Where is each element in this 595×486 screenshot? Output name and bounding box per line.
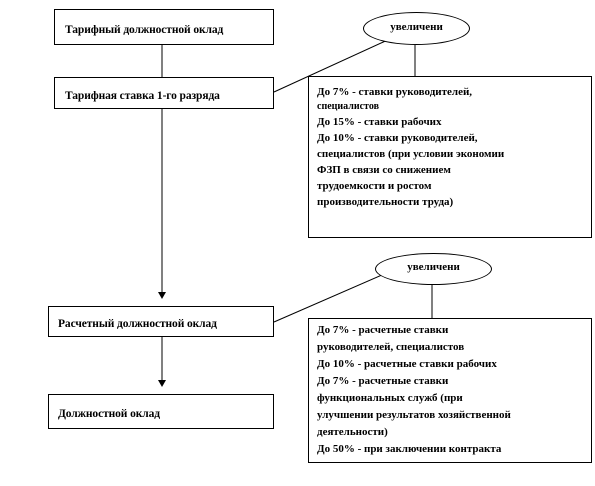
bottom-note-line: улучшении результатов хозяйственной (317, 409, 511, 421)
top-note-line: До 7% - ставки руководителей, (317, 86, 473, 98)
top-increase-label: увеличени (390, 21, 443, 33)
calc-salary-box (48, 306, 274, 337)
bottom-note-line: До 7% - расчетные ставки (317, 375, 449, 387)
top-note-line: ФЗП в связи со снижением (317, 164, 451, 176)
final-salary-box (48, 394, 274, 429)
bottom-note-line: До 50% - при заключении контракта (317, 443, 502, 455)
bottom-note-line: руководителей, специалистов (317, 341, 465, 353)
tariff-rate-label: Тарифная ставка 1-го разряда (65, 90, 220, 102)
top-conditions-note (308, 76, 592, 238)
bottom-increase-label: увеличени (407, 261, 460, 273)
bottom-note-line: До 10% - расчетные ставки рабочих (317, 358, 497, 370)
final-salary-label: Должностной оклад (58, 408, 161, 420)
top-increase-ellipse (363, 12, 470, 45)
connector-bottom-ellipse-to-calc (274, 275, 382, 322)
top-note-line: До 10% - ставки руководителей, (317, 132, 478, 144)
bottom-note-line: До 7% - расчетные ставки (317, 324, 449, 336)
top-note-line: специалистов (317, 101, 379, 112)
top-note-line: трудоемкости и ростом (317, 180, 432, 192)
bottom-conditions-note (308, 318, 592, 463)
calc-salary-label: Расчетный должностной оклад (58, 318, 217, 330)
bottom-note-line: функциональных служб (при (317, 392, 463, 404)
top-note-line: специалистов (при условии экономии (317, 148, 505, 160)
top-note-line: производительности труда) (317, 196, 454, 208)
bottom-note-line: деятельности) (317, 426, 388, 438)
tariff-salary-label: Тарифный должностной оклад (65, 24, 224, 36)
tariff-rate-box (54, 77, 274, 109)
tariff-salary-box (54, 9, 274, 45)
top-note-line: До 15% - ставки рабочих (317, 116, 442, 128)
bottom-increase-ellipse (375, 253, 492, 285)
